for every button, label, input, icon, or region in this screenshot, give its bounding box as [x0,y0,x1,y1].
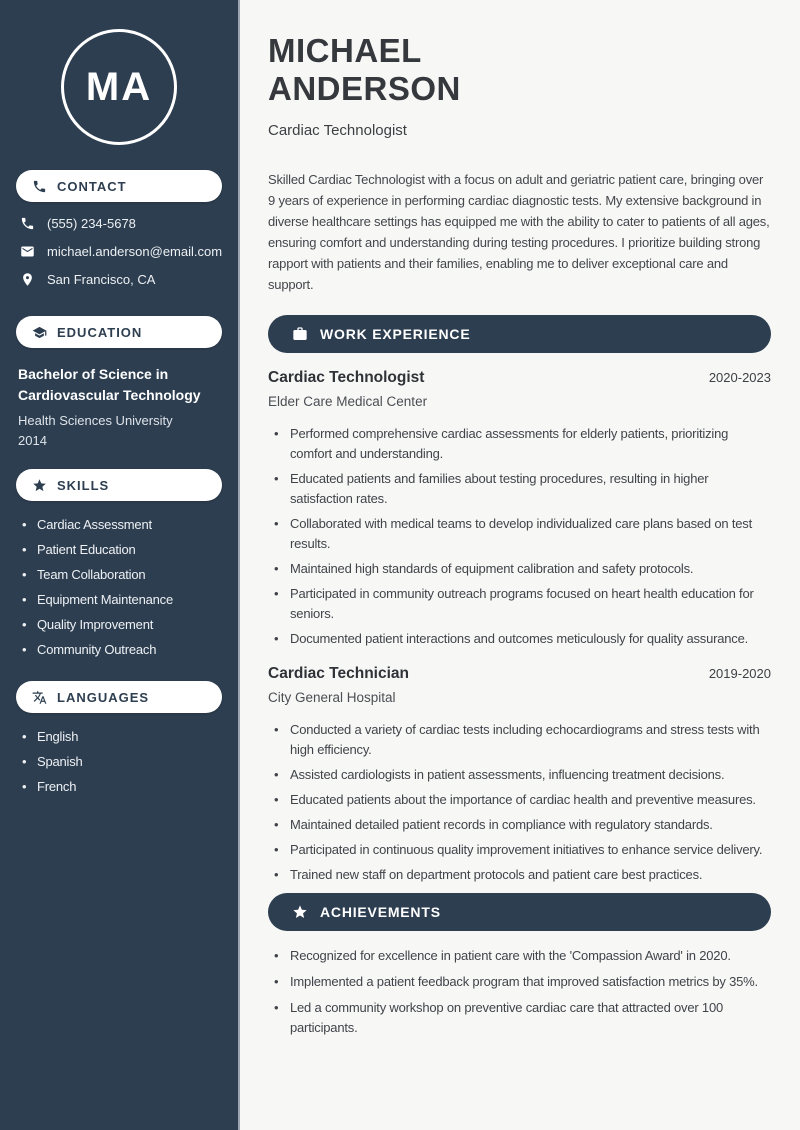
achievements-list [268,946,771,1038]
location-pin-icon [20,272,35,287]
job-header [268,665,771,683]
job-dates: 2020-2023 [708,370,771,385]
email-address: michael.anderson@email.com [47,243,223,259]
language-item: • French [22,774,222,799]
job-bullet-item: • Assisted cardiologists in patient assessments, influencing treatment decisions. [274,765,771,785]
main-content [240,0,800,1130]
job-position: Cardiac Technologist [268,369,425,386]
name-line-2: ANDERSON [268,70,461,107]
contact-item-email [16,237,222,265]
education-year: 2014 [18,433,47,448]
languages-section-header [16,681,222,713]
achievement-item: • Led a community workshop on preventive cardiac care that attracted over 100 participants. [274,998,771,1038]
education-section-header [16,316,222,348]
sidebar [0,0,240,1130]
contact-section-header [16,170,222,202]
achievement-item: • Recognized for excellence in patient care with the 'Compassion Award' in 2020. [274,946,771,966]
job-bullet-item: • Participated in continuous quality improvement initiatives to enhance service delivery. [274,840,771,860]
job-bullet-item: • Maintained high standards of equipment calibration and safety protocols. [274,559,771,579]
avatar [61,29,177,145]
skill-item: • Team Collaboration [22,562,222,587]
job-bullet-item: • Trained new staff on department protocols and patient care best practices. [274,865,771,885]
translate-icon [32,690,47,705]
job-bullet-item: • Collaborated with medical teams to develop individualized care plans based on test results. [274,514,771,554]
contact-item-phone [16,209,222,237]
job-position: Cardiac Technician [268,665,409,682]
name-line-1: MICHAEL [268,32,422,69]
contact-section-label: CONTACT [57,178,127,194]
phone-icon [32,179,47,194]
skill-item: • Quality Improvement [22,612,222,637]
job-bullet-item: • Performed comprehensive cardiac assessments for elderly patients, prioritizing comfort and understanding. [274,424,771,464]
education-degree: Bachelor of Science in Cardiovascular Technology [18,366,201,403]
education-entry [16,364,222,451]
achievement-item: • Implemented a patient feedback program that improved satisfaction metrics by 35%. [274,972,771,992]
skills-list [16,512,222,662]
job-company: Elder Care Medical Center [268,394,428,409]
location-text: San Francisco, CA [47,271,156,287]
skill-item: • Cardiac Assessment [22,512,222,537]
job-dates: 2019-2020 [708,666,771,681]
skills-section-header [16,469,222,501]
job-company: City General Hospital [268,690,396,705]
job-bullet-item: • Educated patients about the importance of cardiac health and preventive measures. [274,790,771,810]
contact-list [16,209,222,293]
job-entry-1 [268,369,771,649]
skill-item: • Patient Education [22,537,222,562]
languages-list [16,724,222,799]
job-bullet-item: • Maintained detailed patient records in compliance with regulatory standards. [274,815,771,835]
achievements-label: ACHIEVEMENTS [320,904,441,920]
job-bullet-item: • Educated patients and families about testing procedures, resulting in higher satisfaction rates. [274,469,771,509]
achievements-header [268,893,771,931]
job-bullets [268,720,771,885]
name-heading [268,32,771,108]
phone-number: (555) 234-5678 [47,215,136,231]
star-icon [32,478,47,493]
phone-icon [20,216,35,231]
job-bullet-item: • Conducted a variety of cardiac tests including echocardiograms and stress tests with high efficiency. [274,720,771,760]
professional-title: Cardiac Technologist [268,122,407,139]
education-school: Health Sciences University [18,413,173,428]
skills-section-label: SKILLS [57,477,110,493]
job-bullet-item: • Participated in community outreach programs focused on heart health education for seniors. [274,584,771,624]
language-item: • Spanish [22,749,222,774]
star-icon [292,904,308,920]
work-experience-header [268,315,771,353]
education-section-label: EDUCATION [57,324,143,340]
email-icon [20,244,35,259]
contact-item-location [16,265,222,293]
summary-paragraph: Skilled Cardiac Technologist with a focus on adult and geriatric patient care, bringing over 9 years of experience in performing cardiac diagnostic tests. My extensive background in diverse healthcare settings has equipped me with the ability to cater to patients of all ages, ensuring comfort and understanding during testing procedures. I prioritize building strong rapport with patients and their families, enabling me to deliver exceptional care and support. [268,172,770,292]
languages-section-label: LANGUAGES [57,689,150,705]
graduation-cap-icon [32,325,47,340]
avatar-initials: MA [85,64,153,109]
skill-item: • Equipment Maintenance [22,587,222,612]
job-bullets [268,424,771,649]
briefcase-icon [292,326,308,342]
language-item: • English [22,724,222,749]
job-entry-2 [268,665,771,885]
skill-item: • Community Outreach [22,637,222,662]
work-experience-label: WORK EXPERIENCE [320,326,471,342]
job-header [268,369,771,387]
job-bullet-item: • Documented patient interactions and outcomes meticulously for quality assurance. [274,629,771,649]
